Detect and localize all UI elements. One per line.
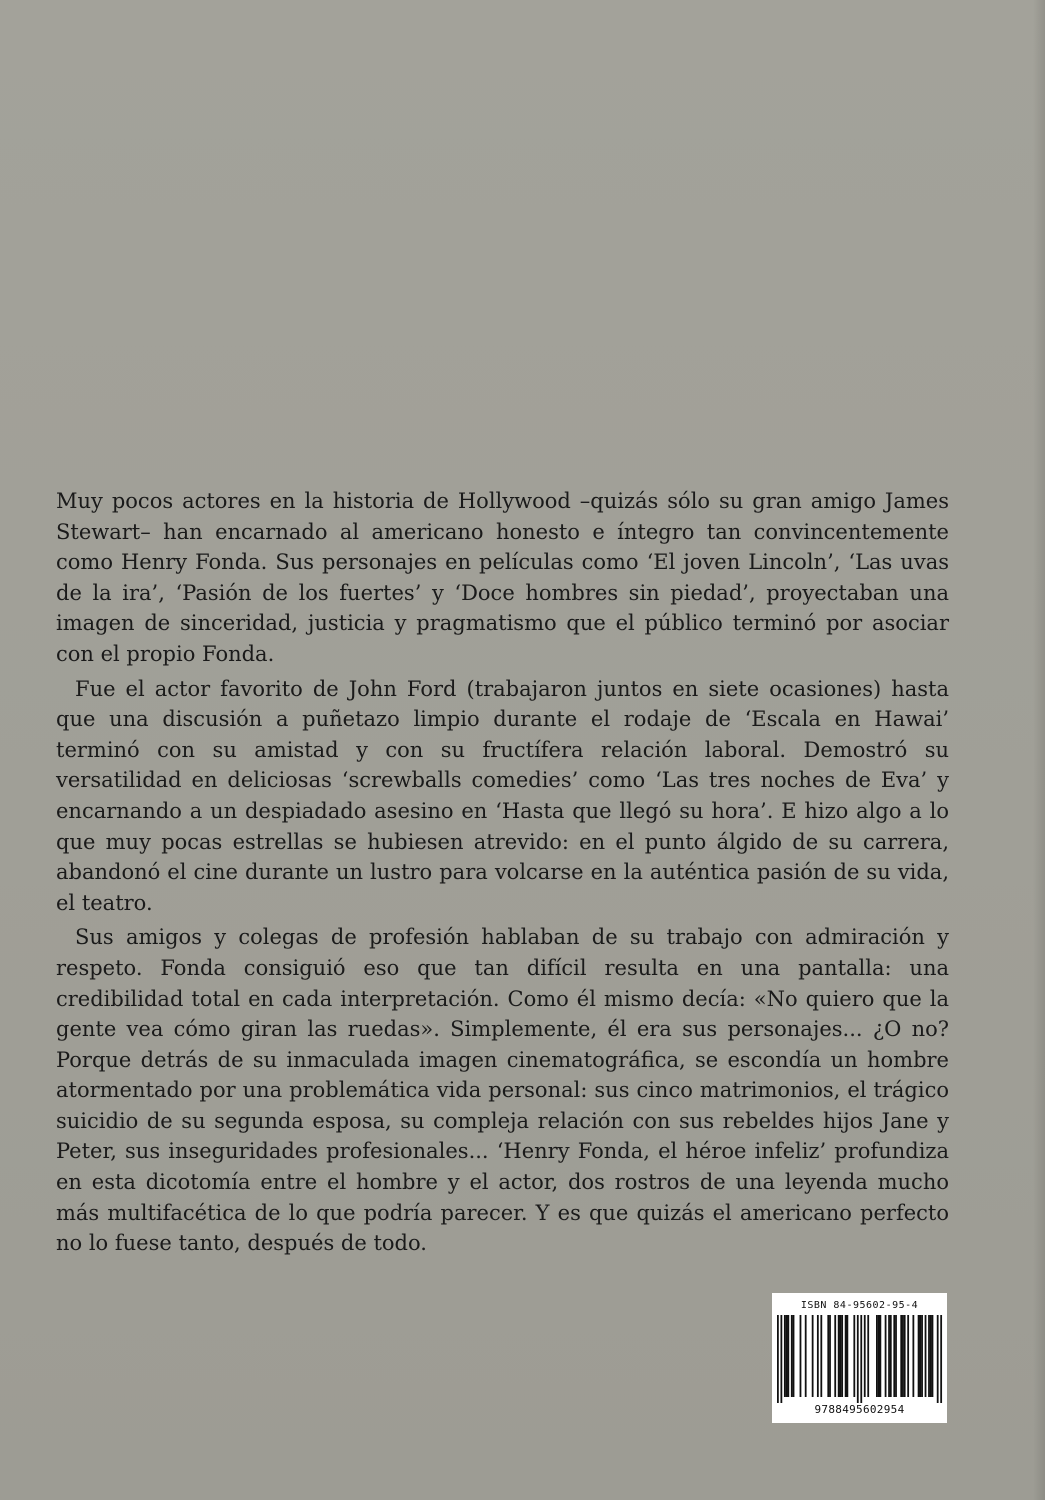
barcode-bar — [857, 1315, 859, 1403]
barcode-bar — [879, 1315, 881, 1397]
barcode-bar — [890, 1315, 892, 1397]
synopsis-paragraph-1: Muy pocos actores en la historia de Hollywood –quizás sólo su gran amigo James Stewart– han encarnado al americano honesto e íntegro tan convincentemente como Henry Fonda. Sus personajes en películas como ‘El joven Lincoln’, ‘Las uvas de la ira’, ‘Pasión de los fuertes’ y ‘Doce hombres sin piedad’, proyectaban una imagen de sinceridad, justicia y pragmatismo que el público terminó por asociar con el propio Fonda. — [56, 489, 949, 666]
barcode-bar — [912, 1315, 914, 1397]
barcode-bar — [853, 1315, 855, 1397]
barcode-bar — [921, 1315, 923, 1397]
barcode-bar — [787, 1315, 789, 1397]
barcode-bar — [812, 1315, 814, 1397]
barcode-bar — [817, 1315, 819, 1397]
barcode-bar — [791, 1315, 793, 1397]
barcode-bar — [827, 1315, 829, 1397]
barcode-bar — [885, 1315, 887, 1397]
barcode-bar — [840, 1315, 842, 1397]
ean-digits: 9788495602954 — [814, 1403, 905, 1416]
barcode-bar — [805, 1315, 807, 1397]
barcode-bar — [846, 1315, 848, 1397]
barcode-bar — [895, 1315, 897, 1397]
barcode-bar — [786, 1315, 788, 1397]
barcode-bar — [904, 1315, 906, 1397]
barcode-bar — [838, 1315, 840, 1397]
barcode-bar — [900, 1315, 902, 1397]
barcode-bar — [864, 1315, 866, 1397]
barcode-bar — [841, 1315, 843, 1397]
barcode-bar — [918, 1315, 920, 1397]
barcode-bar — [893, 1315, 895, 1397]
barcode-bar — [930, 1315, 932, 1397]
barcode-bar — [793, 1315, 795, 1397]
barcode-bar — [932, 1315, 934, 1397]
barcode-bars — [772, 1315, 947, 1403]
barcode-bar — [925, 1315, 927, 1397]
barcode-bar — [845, 1315, 847, 1397]
barcode-bar — [834, 1315, 836, 1397]
synopsis-text — [56, 486, 949, 1259]
barcode-bar — [777, 1315, 779, 1403]
barcode-bar — [829, 1315, 831, 1397]
isbn-barcode — [772, 1293, 947, 1423]
barcode-bar — [820, 1315, 822, 1397]
synopsis-paragraph-2: Fue el actor favorito de John Ford (trabajaron juntos en siete ocasiones) hasta que una discusión a puñetazo limpio durante el rodaje de ‘Escala en Hawai’ terminó con su amistad y con su fructífera relación laboral. Demostró su versatilidad en deliciosas ‘screwballs comedies’ como ‘Las tres noches de Eva’ y encarnando a un despiadado asesino en ‘Hasta que llegó su hora’. E hizo algo a lo que muy pocas estrellas se hubiesen atrevido: en el punto álgido de su carrera, abandonó el cine durante un lustro para volcarse en la auténtica pasión de su vida, el teatro. — [56, 676, 949, 915]
barcode-bar — [878, 1315, 880, 1397]
barcode-bar — [867, 1315, 869, 1397]
barcode-bar — [800, 1315, 802, 1397]
barcode-bar — [940, 1315, 942, 1403]
barcode-bar — [876, 1315, 878, 1397]
barcode-bar — [860, 1315, 862, 1403]
barcode-bar — [888, 1315, 890, 1397]
barcode-bar — [907, 1315, 909, 1397]
barcode-bar — [902, 1315, 904, 1397]
barcode-bar — [780, 1315, 782, 1403]
barcode-bar — [784, 1315, 786, 1397]
spine-shadow — [1033, 0, 1045, 1500]
barcode-bar — [919, 1315, 921, 1397]
barcode-bar — [928, 1315, 930, 1397]
synopsis-paragraph-3: Sus amigos y colegas de profesión hablaban de su trabajo con admiración y respeto. Fonda consiguió eso que tan difícil resulta en una pantalla: una credibilidad total en cada interpretación. Como él mismo decía: «No quiero que la gente vea cómo giran las ruedas». Simplemente, él era sus personajes... ¿O no? Porque detrás de su inmaculada imagen cinematográfica, se escondía un hombre atormentado por una problemática vida personal: sus cinco matrimonios, el trágico suicidio de su segunda esposa, su compleja relación con sus rebeldes hijos Jane y Peter, sus inseguridades profesionales... ‘Henry Fonda, el héroe infeliz’ profundiza en esta dicotomía entre el hombre y el actor, dos rostros de una leyenda mucho más multifacética de lo que podría parecer. Y es que quizás el americano perfecto no lo fuese tanto, después de todo. — [56, 925, 949, 1256]
barcode-bar — [937, 1315, 939, 1403]
isbn-label: ISBN 84-95602-95-4 — [800, 1300, 919, 1311]
